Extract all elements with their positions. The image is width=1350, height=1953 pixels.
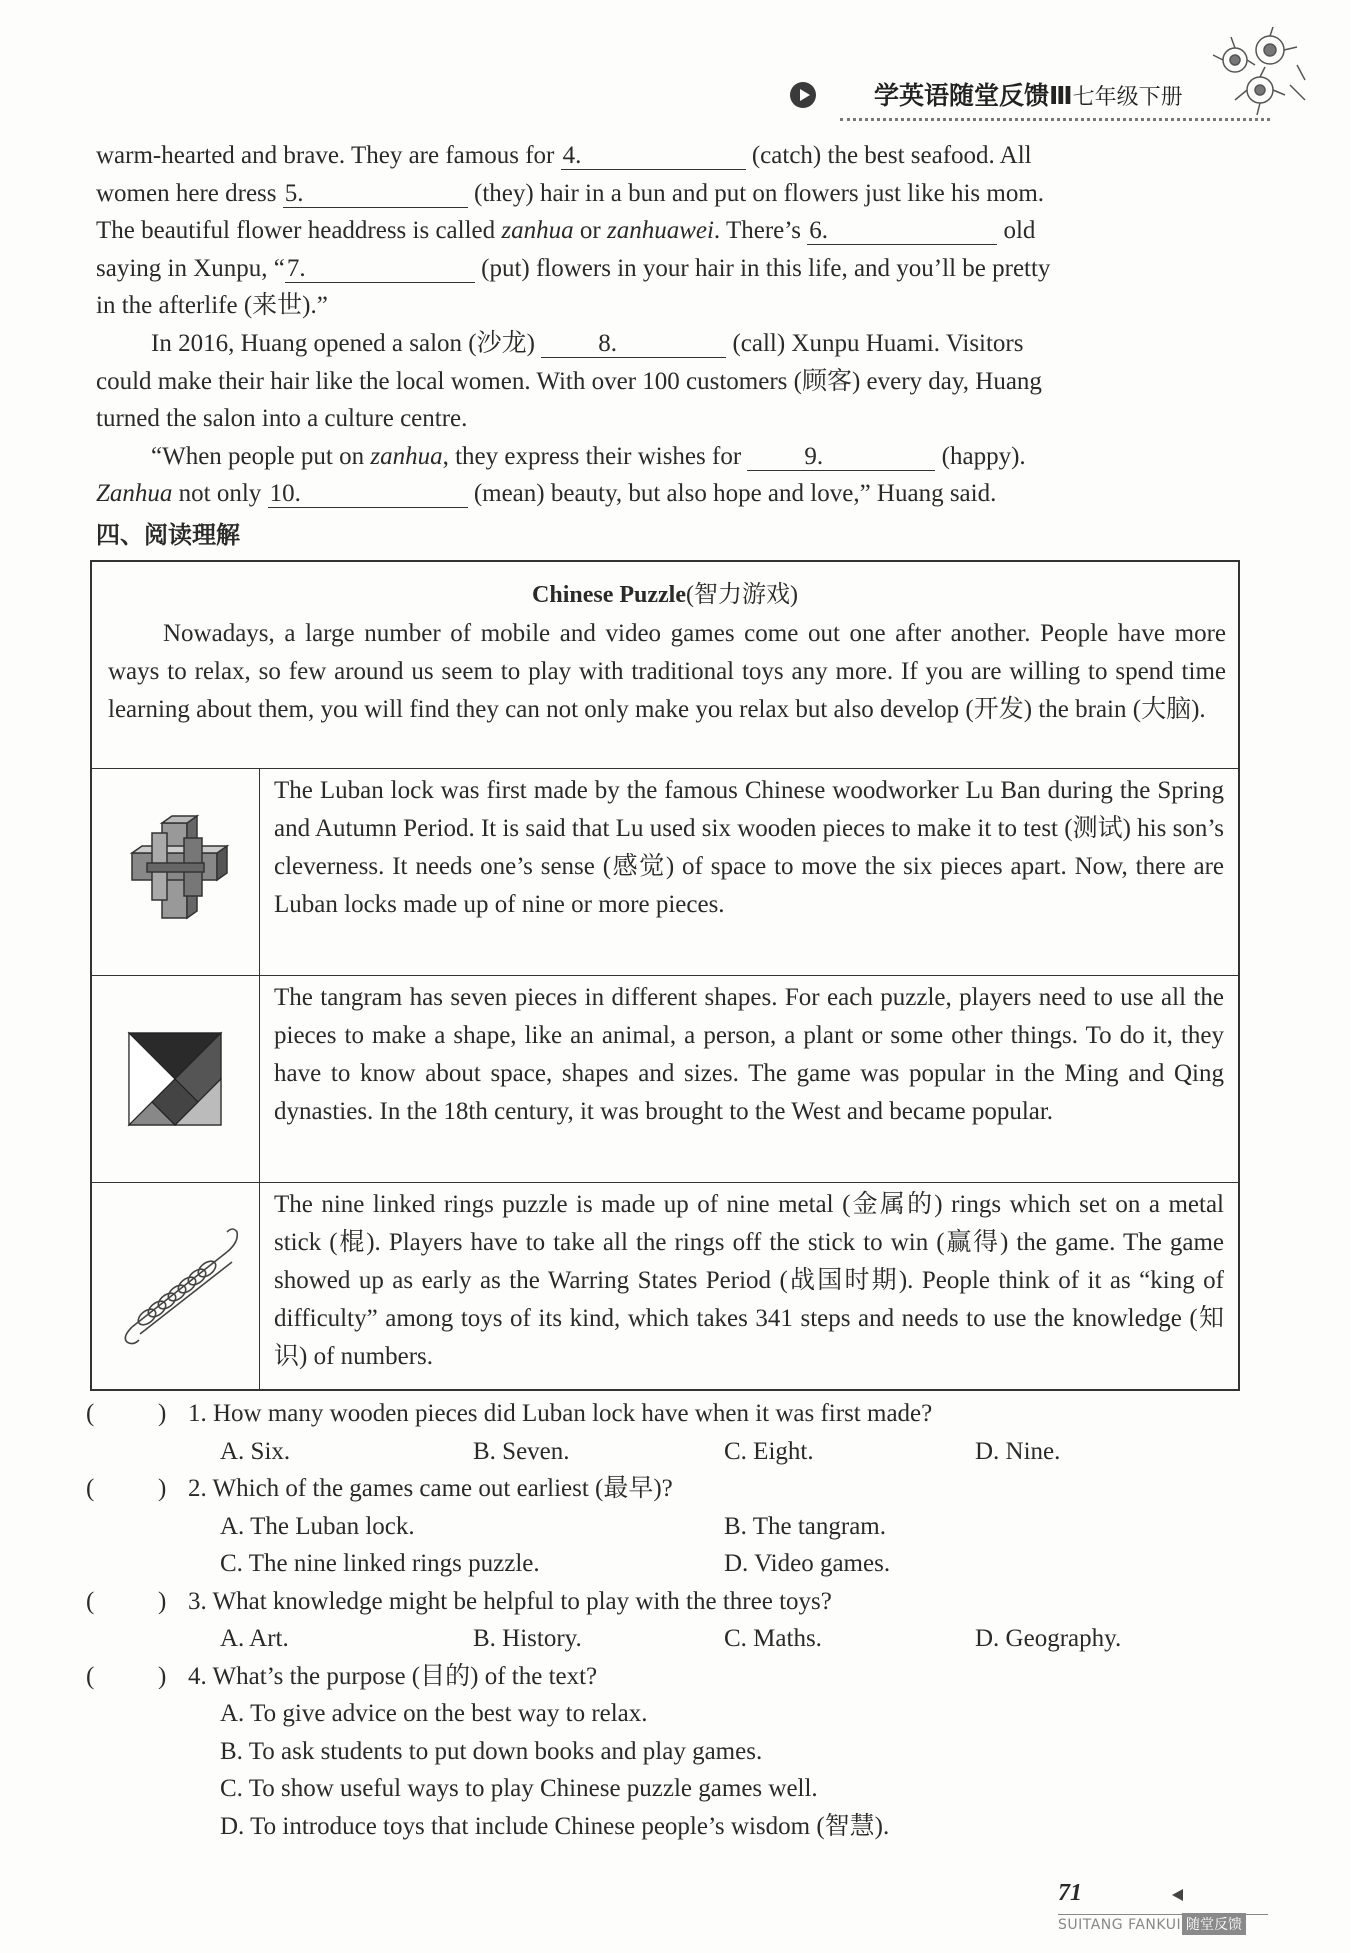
answer-paren-open[interactable]: ( [86, 1587, 95, 1615]
option-a[interactable]: A. To give advice on the best way to relax. [220, 1700, 648, 1727]
book-title: 学英语随堂反馈Ⅲ七年级下册 [874, 81, 1183, 110]
toy-row-luban-lock [92, 768, 1238, 976]
page-header [790, 70, 1310, 130]
question-1-options [86, 1433, 1286, 1471]
option-a[interactable]: A. Art. [220, 1625, 289, 1652]
option-d[interactable]: D. Video games. [724, 1550, 891, 1577]
question-4-options [86, 1770, 1286, 1808]
toy-row-tangram [92, 975, 1238, 1183]
question-4-options [86, 1695, 1286, 1733]
question-2-options [86, 1545, 1286, 1583]
nine-linked-rings-icon [92, 1182, 259, 1389]
reading-intro-text: Nowadays, a large number of mobile and video games come out one after another. People have more ways to relax, so few around us seem to play with traditional toys any more. If you are willing to spend time learning about them, you will find they can not only make you relax but also develop (开发) the brain (大脑). [108, 620, 1226, 723]
option-a[interactable]: A. Six. [220, 1437, 291, 1465]
question-stem: 4. What’s the purpose (目的) of the text? [188, 1662, 598, 1690]
toy-image-cell [92, 975, 260, 1182]
page-footer [1058, 1914, 1268, 1933]
option-c[interactable]: C. Eight. [724, 1437, 814, 1465]
cloze-line: Zanhua not only 10. (mean) beauty, but also hope and love,” Huang said. [96, 480, 997, 508]
option-b[interactable]: B. The tangram. [724, 1512, 886, 1540]
option-b[interactable]: B. Seven. [473, 1437, 570, 1465]
question-3 [86, 1583, 1286, 1621]
option-b[interactable]: B. History. [473, 1625, 582, 1652]
option-c[interactable]: C. To show useful ways to play Chinese puzzle games well. [220, 1775, 818, 1802]
answer-paren-close: ) [158, 1587, 167, 1615]
book-grade: 七年级下册 [1072, 85, 1183, 110]
reading-title: Chinese Puzzle(智力游戏) [532, 582, 798, 608]
question-4-options [86, 1808, 1286, 1846]
cloze-line: The beautiful flower headdress is called zanhua or zanhuawei. There’s 6. old [96, 217, 1036, 245]
footer-badge: 随堂反馈 [1182, 1913, 1246, 1935]
footer-pinyin: SUITANG FANKUI [1058, 1917, 1182, 1933]
cloze-line: in the afterlife (来世).” [96, 292, 328, 320]
cloze-line: warm-hearted and brave. They are famous for 4. (catch) the best seafood. All [96, 142, 1032, 169]
tangram-icon [92, 975, 259, 1182]
answer-paren-close: ) [158, 1662, 167, 1690]
cloze-line: could make their hair like the local women. With over 100 customers (顾客) every day, Huang [96, 367, 1042, 395]
answer-paren-open[interactable]: ( [86, 1475, 95, 1502]
answer-blank-6[interactable]: 6. [807, 218, 997, 245]
answer-paren-open[interactable]: ( [86, 1662, 95, 1690]
cloze-line: turned the salon into a culture centre. [96, 405, 468, 433]
section-title: 四、阅读理解 [96, 521, 240, 549]
page-number: 71 [1058, 1880, 1082, 1906]
cloze-passage [96, 137, 1243, 513]
questions [86, 1395, 1286, 1845]
option-b[interactable]: B. To ask students to put down books and play games. [220, 1737, 763, 1765]
page-arrow-icon [1172, 1889, 1183, 1901]
question-2-options [86, 1508, 1286, 1546]
option-c[interactable]: C. Maths. [724, 1625, 822, 1652]
option-a[interactable]: A. The Luban lock. [220, 1512, 415, 1540]
question-4-options [86, 1733, 1286, 1771]
question-stem: 3. What knowledge might be helpful to play with the three toys? [188, 1587, 832, 1615]
option-d[interactable]: D. To introduce toys that include Chinese people’s wisdom (智慧). [220, 1812, 890, 1840]
question-stem: 2. Which of the games came out earliest (最早)? [188, 1475, 673, 1502]
question-4 [86, 1658, 1286, 1696]
cloze-line: women here dress 5. (they) hair in a bun and put on flowers just like his mom. [96, 179, 1045, 207]
answer-blank-9[interactable]: 9. [747, 444, 935, 471]
toy-description: The nine linked rings puzzle is made up of nine metal (金属的) rings which set on a metal stick (棍). Players have to take all the rings off the stick to win (赢得) the game. The game showed up as early as the Warring States Period (战国时期). People think of it as “king of difficulty” among toys of its kind, which takes 341 steps and needs to use the knowledge (知识) of numbers. [274, 1191, 1224, 1370]
answer-blank-8[interactable]: 8. [541, 331, 726, 358]
toy-description: The tangram has seven pieces in different shapes. For each puzzle, players need to use all the pieces to make a shape, like an animal, a person, a plant or some other things. To do it, they have to know about space, shapes and sizes. The game was popular in the Ming and Qing dynasties. In the 18th century, it was brought to the West and became popular. [274, 984, 1224, 1125]
toy-description: The Luban lock was first made by the famous Chinese woodworker Lu Ban during the Spring and Autumn Period. It is said that Lu used six wooden pieces to make it to test (测试) his son’s cleverness. It needs one’s sense (感觉) of space to move the six pieces apart. Now, there are Luban locks made up of nine or more pieces. [274, 777, 1224, 918]
luban-lock-icon [92, 768, 259, 975]
cloze-line: “When people put on zanhua, they express their wishes for 9. (happy). [151, 442, 1026, 470]
question-3-options [86, 1620, 1286, 1658]
flower-decoration-icon [1205, 25, 1315, 125]
answer-paren-close: ) [158, 1475, 167, 1502]
option-c[interactable]: C. The nine linked rings puzzle. [220, 1550, 540, 1577]
toy-row-nine-linked-rings [92, 1182, 1238, 1389]
reading-passage-box [90, 560, 1240, 1391]
cloze-line: saying in Xunpu, “7. (put) flowers in your hair in this life, and you’ll be pretty [96, 254, 1051, 282]
answer-paren-open[interactable]: ( [86, 1400, 95, 1427]
answer-blank-5[interactable]: 5. [283, 181, 468, 208]
toy-image-cell [92, 768, 260, 975]
answer-paren-close: ) [158, 1400, 167, 1427]
play-icon [790, 82, 816, 108]
question-2 [86, 1470, 1286, 1508]
answer-blank-4[interactable]: 4. [561, 143, 746, 170]
option-d[interactable]: D. Geography. [975, 1625, 1122, 1652]
answer-blank-10[interactable]: 10. [268, 481, 468, 508]
toy-image-cell [92, 1182, 260, 1389]
reading-intro [92, 562, 1238, 769]
question-1 [86, 1395, 1286, 1433]
option-d[interactable]: D. Nine. [975, 1437, 1061, 1465]
question-stem: 1. How many wooden pieces did Luban lock have when it was first made? [188, 1400, 933, 1427]
cloze-line: In 2016, Huang opened a salon (沙龙) 8. (call) Xunpu Huami. Visitors [151, 329, 1024, 357]
answer-blank-7[interactable]: 7. [285, 256, 475, 283]
